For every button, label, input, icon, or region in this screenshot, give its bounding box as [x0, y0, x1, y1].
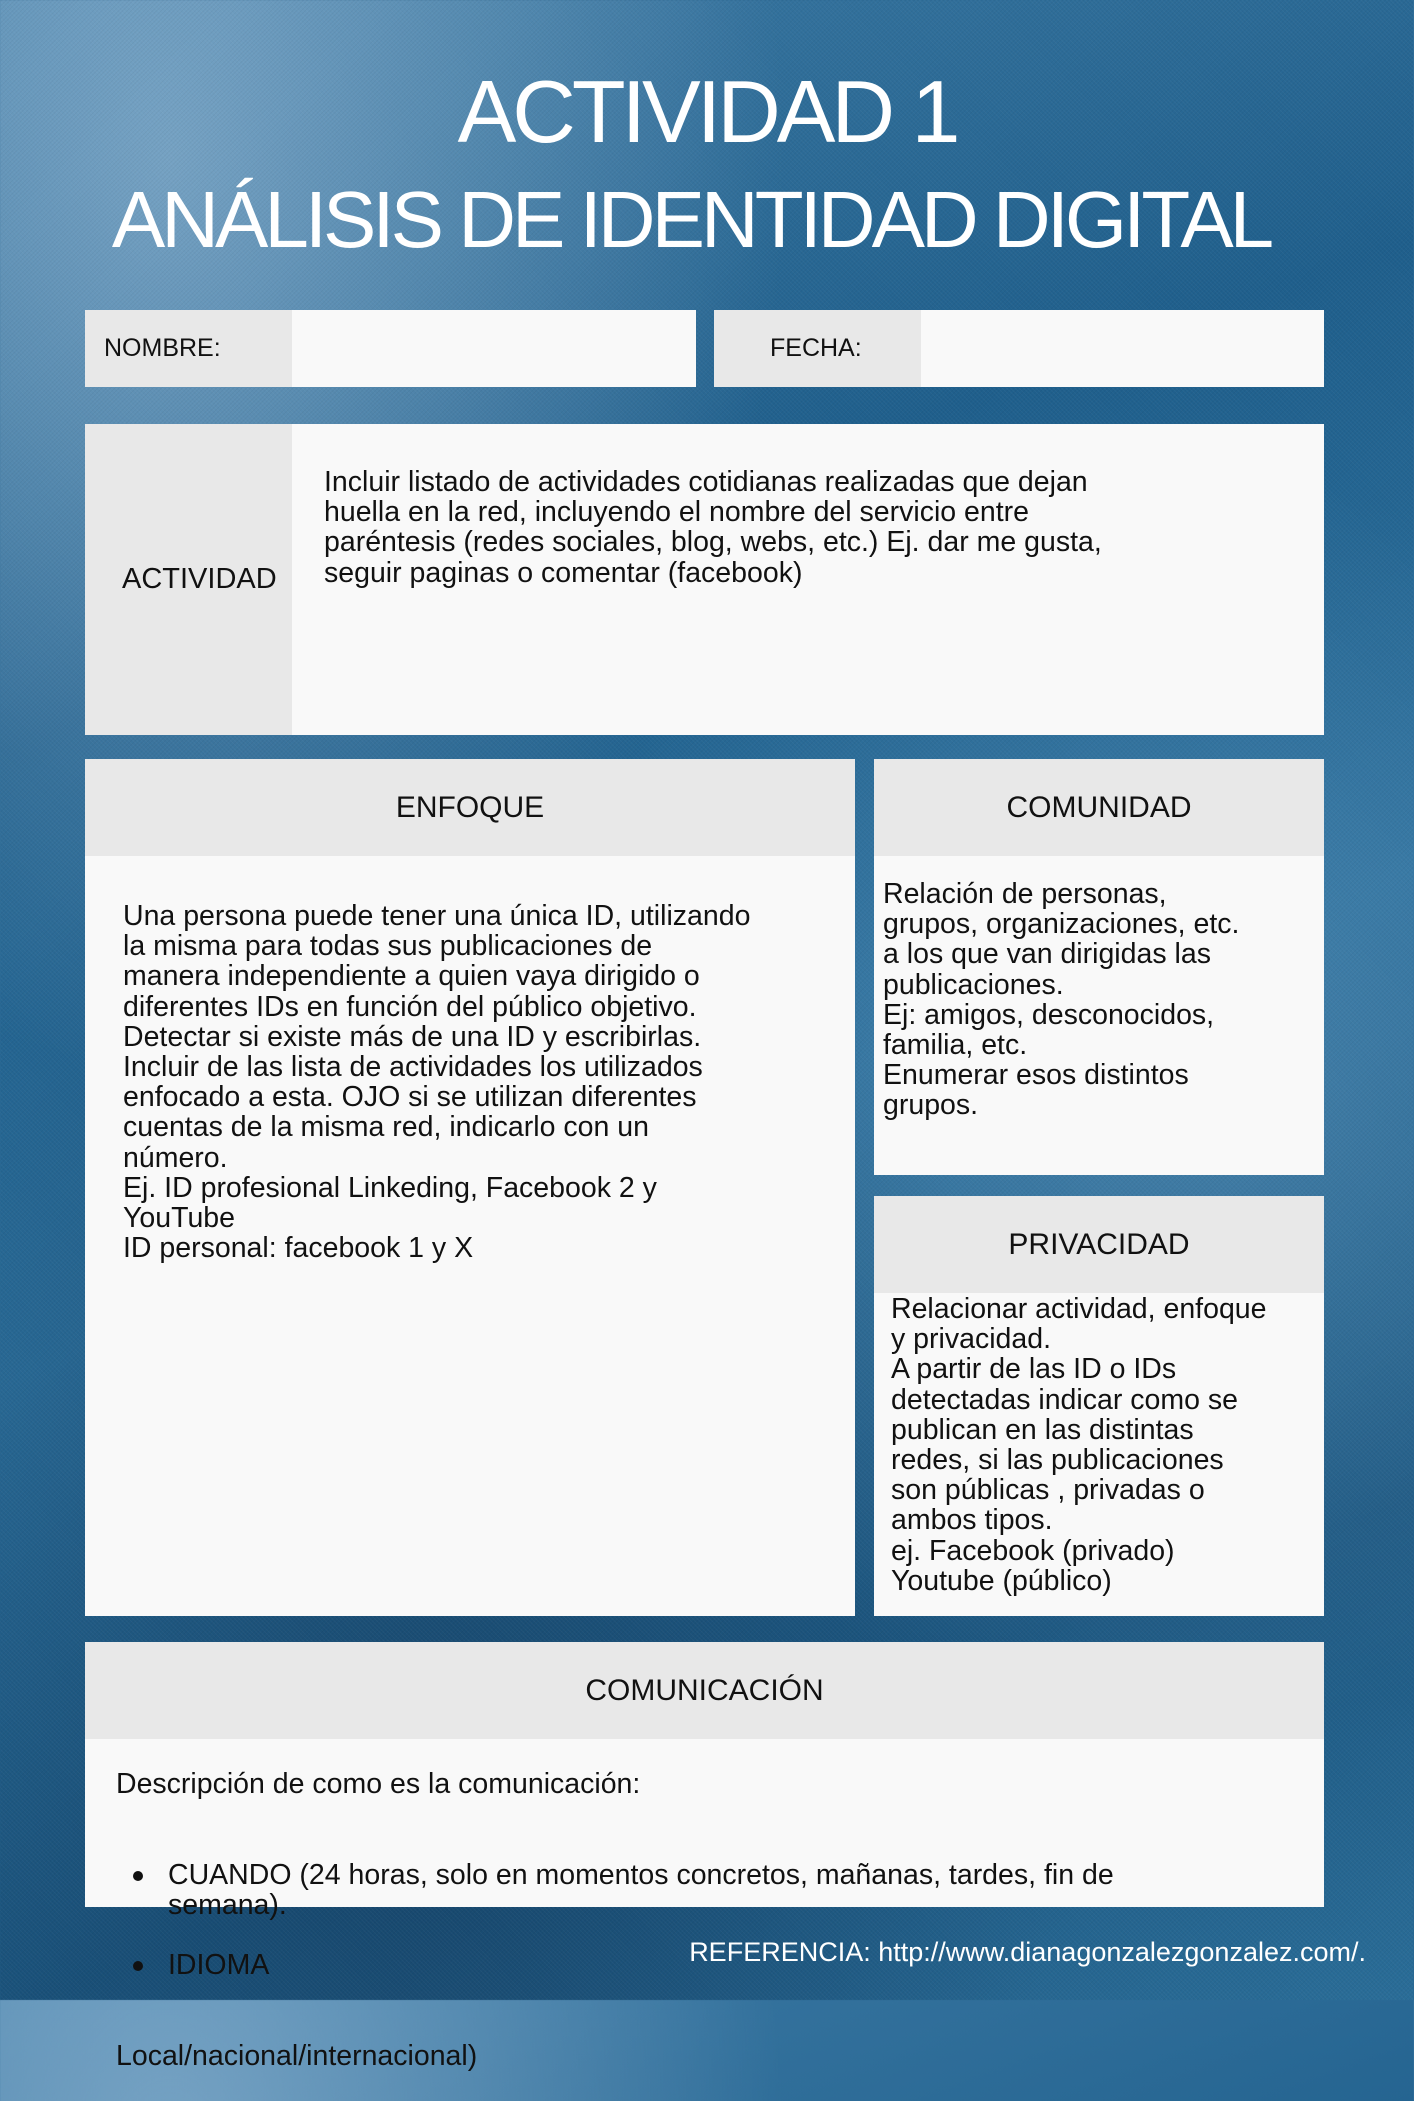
enfoque-section — [85, 759, 855, 1616]
privacidad-section — [874, 1196, 1324, 1616]
comunicacion-intro: Descripción de como es la comunicación: — [116, 1768, 641, 1801]
comunicacion-list — [116, 1830, 1296, 2011]
privacidad-text: Relacionar actividad, enfoque y privacidad. A partir de las ID o IDs detectadas indicar como se publican en las distintas redes, si las publicaciones son públicas , privadas o ambos tipos. ej. Facebook (privado) Youtube (público) — [891, 1293, 1267, 1597]
comunicacion-outro: Local/nacional/internacional) — [116, 2040, 478, 2073]
reference-link[interactable]: REFERENCIA: http://www.dianagonzalezgonzalez.com/. — [689, 1937, 1366, 1967]
enfoque-text: Una persona puede tener una única ID, utilizando la misma para todas sus publicaciones de manera independiente a quien vaya dirigido o diferentes IDs en función del público objetivo. Detectar si existe más de una ID y escribirlas. Incluir de las lista de actividades los utilizados enfocado a esta. OJO si se utilizan diferentes cuentas de la misma red, indicarlo con un número. Ej. ID profesional Linkeding, Facebook 2 y YouTube ID personal: facebook 1 y X — [123, 900, 751, 1265]
comunicacion-title: COMUNICACIÓN — [85, 1642, 1324, 1739]
enfoque-title: ENFOQUE — [85, 759, 855, 856]
name-label: NOMBRE: — [85, 310, 292, 387]
actividad-section — [85, 424, 1324, 735]
privacidad-title: PRIVACIDAD — [874, 1196, 1324, 1293]
name-field[interactable] — [292, 310, 696, 387]
comunidad-text: Relación de personas, grupos, organizaciones, etc. a los que van dirigidas las publicaciones. Ej: amigos, desconocidos, familia, etc. Enumerar esos distintos grupos. — [883, 878, 1240, 1122]
date-row — [714, 310, 1324, 387]
list-item: IDIOMA — [116, 1950, 1296, 1980]
date-field[interactable] — [921, 310, 1324, 387]
date-label: FECHA: — [714, 310, 921, 387]
actividad-text: Incluir listado de actividades cotidianas realizadas que dejan huella en la red, incluyendo el nombre del servicio entre paréntesis (redes sociales, blog, webs, etc.) Ej. dar me gusta, seguir paginas o comentar (facebook) — [324, 466, 1102, 589]
actividad-label: ACTIVIDAD — [85, 424, 292, 735]
comunicacion-content — [116, 1739, 1296, 2101]
comunidad-title: COMUNIDAD — [874, 759, 1324, 856]
list-item: CUANDO (24 horas, solo en momentos concretos, mañanas, tardes, fin de semana). — [116, 1860, 1296, 1920]
name-row — [85, 310, 696, 387]
page-subtitle: ANÁLISIS DE IDENTIDAD DIGITAL — [111, 175, 1271, 264]
page-title: ACTIVIDAD 1 — [457, 62, 957, 161]
comunidad-section — [874, 759, 1324, 1175]
